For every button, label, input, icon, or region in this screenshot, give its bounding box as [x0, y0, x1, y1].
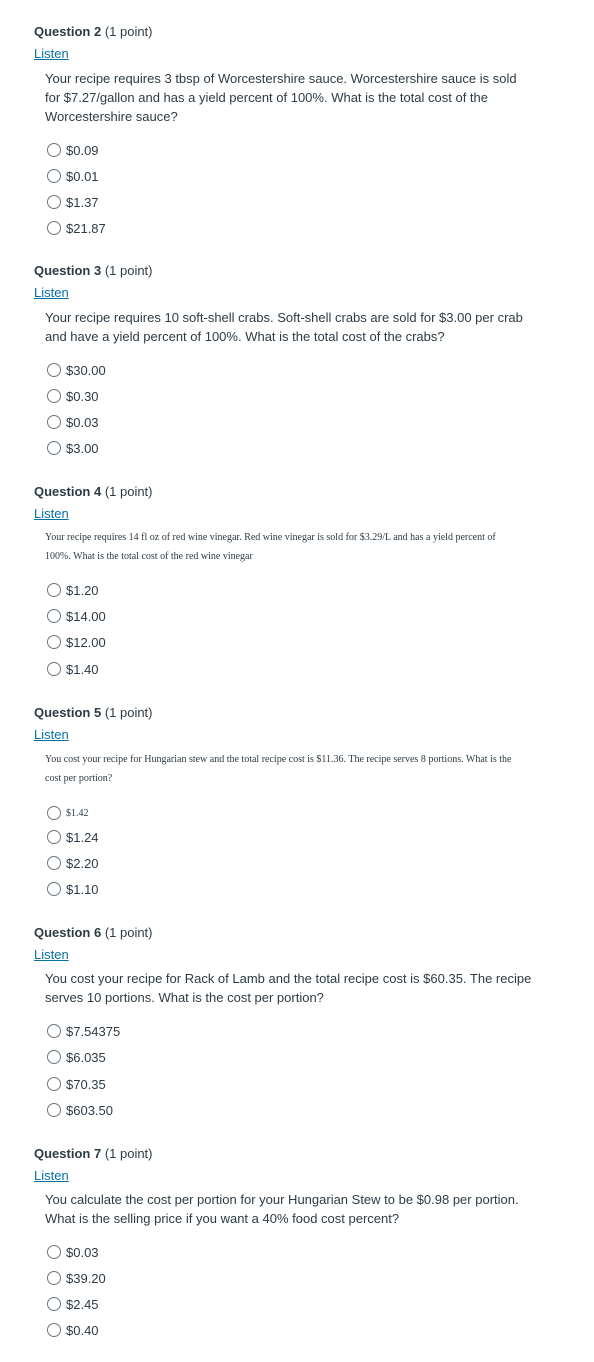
radio-button[interactable]	[47, 221, 61, 235]
answer-option[interactable]	[47, 192, 99, 212]
radio-button[interactable]	[47, 143, 61, 157]
answer-option[interactable]	[47, 879, 99, 899]
question-points: (1 point)	[104, 1146, 153, 1161]
answer-option-label: $6.035	[66, 1049, 106, 1065]
answer-option-label: $1.10	[66, 881, 99, 897]
radio-button[interactable]	[47, 389, 61, 403]
answer-option[interactable]	[47, 438, 99, 458]
radio-button[interactable]	[47, 169, 61, 183]
radio-button[interactable]	[47, 583, 61, 597]
question-header	[34, 263, 153, 278]
question-text: You cost your recipe for Hungarian stew and the total recipe cost is $11.36. The recipe serves 8 portions. What is the cost per portion?	[45, 754, 512, 784]
answer-option[interactable]	[47, 1074, 106, 1094]
listen-link[interactable]: Listen	[34, 727, 69, 742]
radio-button[interactable]	[47, 1323, 61, 1337]
answer-option[interactable]	[47, 632, 106, 652]
answer-option[interactable]	[47, 853, 99, 873]
question-header	[34, 925, 153, 940]
radio-button[interactable]	[47, 195, 61, 209]
answer-option-label: $1.42	[66, 807, 89, 819]
listen-link[interactable]: Listen	[34, 947, 69, 962]
answer-option[interactable]	[47, 1268, 106, 1288]
answer-option[interactable]	[47, 1100, 113, 1120]
question-points: (1 point)	[104, 263, 153, 278]
radio-button[interactable]	[47, 830, 61, 844]
question-text: Your recipe requires 10 soft-shell crabs. Soft-shell crabs are sold for $3.00 per crab and have a yield percent of 100%. What is the total cost of the crabs?	[45, 310, 523, 344]
answer-option-label: $0.01	[66, 168, 99, 184]
listen-link[interactable]: Listen	[34, 285, 69, 300]
answer-option[interactable]	[47, 1047, 106, 1067]
answer-option[interactable]	[47, 1242, 99, 1262]
radio-button[interactable]	[47, 1050, 61, 1064]
radio-button[interactable]	[47, 1297, 61, 1311]
answer-option-label: $603.50	[66, 1102, 113, 1118]
question-text: You calculate the cost per portion for your Hungarian Stew to be $0.98 per portion. What is the selling price if you want a 40% food cost percent?	[45, 1192, 519, 1226]
question-points: (1 point)	[104, 925, 153, 940]
question-header	[34, 484, 153, 499]
answer-option-label: $30.00	[66, 362, 106, 378]
answer-option-label: $12.00	[66, 634, 106, 650]
answer-option[interactable]	[47, 606, 106, 626]
answer-option[interactable]	[47, 386, 99, 406]
answer-option[interactable]	[47, 1021, 120, 1041]
question-title: Question 5	[34, 705, 102, 720]
listen-link[interactable]: Listen	[34, 46, 69, 61]
radio-button[interactable]	[47, 1077, 61, 1091]
listen-link[interactable]: Listen	[34, 506, 69, 521]
question-text: Your recipe requires 3 tbsp of Worcestershire sauce. Worcestershire sauce is sold for $7.27/gallon and has a yield percent of 100%. What is the total cost of the Worcestershire sauce?	[45, 71, 517, 124]
radio-button[interactable]	[47, 363, 61, 377]
answer-option-label: $2.20	[66, 855, 99, 871]
radio-button[interactable]	[47, 1245, 61, 1259]
answer-option-label: $1.24	[66, 829, 99, 845]
radio-button[interactable]	[47, 882, 61, 896]
answer-option[interactable]	[47, 166, 99, 186]
radio-button[interactable]	[47, 609, 61, 623]
question-title: Question 6	[34, 925, 102, 940]
question-title: Question 4	[34, 484, 102, 499]
answer-option-label: $0.09	[66, 142, 99, 158]
radio-button[interactable]	[47, 1024, 61, 1038]
listen-link[interactable]: Listen	[34, 1168, 69, 1183]
radio-button[interactable]	[47, 806, 61, 820]
question-header	[34, 24, 153, 39]
answer-option-label: $0.30	[66, 388, 99, 404]
answer-option[interactable]	[47, 580, 99, 600]
answer-option-label: $39.20	[66, 1270, 106, 1286]
question-title: Question 3	[34, 263, 102, 278]
radio-button[interactable]	[47, 662, 61, 676]
question-points: (1 point)	[104, 24, 153, 39]
answer-option[interactable]	[47, 412, 99, 432]
answer-option-label: $2.45	[66, 1296, 99, 1312]
answer-option-label: $1.20	[66, 582, 99, 598]
question-points: (1 point)	[104, 705, 153, 720]
answer-option[interactable]	[47, 827, 99, 847]
radio-button[interactable]	[47, 415, 61, 429]
answer-option[interactable]	[47, 1294, 99, 1314]
answer-option[interactable]	[47, 803, 89, 823]
radio-button[interactable]	[47, 441, 61, 455]
radio-button[interactable]	[47, 856, 61, 870]
answer-option-label: $1.40	[66, 661, 99, 677]
answer-option[interactable]	[47, 140, 99, 160]
answer-option-label: $21.87	[66, 220, 106, 236]
answer-option-label: $14.00	[66, 608, 106, 624]
answer-option[interactable]	[47, 218, 106, 238]
radio-button[interactable]	[47, 1271, 61, 1285]
answer-option-label: $70.35	[66, 1076, 106, 1092]
radio-button[interactable]	[47, 1103, 61, 1117]
question-header	[34, 1146, 153, 1161]
answer-option-label: $3.00	[66, 440, 99, 456]
answer-option-label: $0.40	[66, 1322, 99, 1338]
question-text: Your recipe requires 14 fl oz of red wine vinegar. Red wine vinegar is sold for $3.29/L and has a yield percent of 100%. What is the total cost of the red wine vinegar	[45, 532, 496, 562]
radio-button[interactable]	[47, 635, 61, 649]
answer-option[interactable]	[47, 659, 99, 679]
question-points: (1 point)	[104, 484, 153, 499]
answer-option-label: $0.03	[66, 414, 99, 430]
answer-option[interactable]	[47, 1320, 99, 1340]
question-title: Question 7	[34, 1146, 102, 1161]
answer-option-label: $7.54375	[66, 1023, 121, 1039]
question-header	[34, 705, 153, 720]
answer-option-label: $0.03	[66, 1244, 99, 1260]
answer-option-label: $1.37	[66, 194, 99, 210]
question-text: You cost your recipe for Rack of Lamb and the total recipe cost is $60.35. The recipe serves 10 portions. What is the cost per portion?	[45, 971, 532, 1005]
answer-option[interactable]	[47, 360, 106, 380]
question-title: Question 2	[34, 24, 102, 39]
